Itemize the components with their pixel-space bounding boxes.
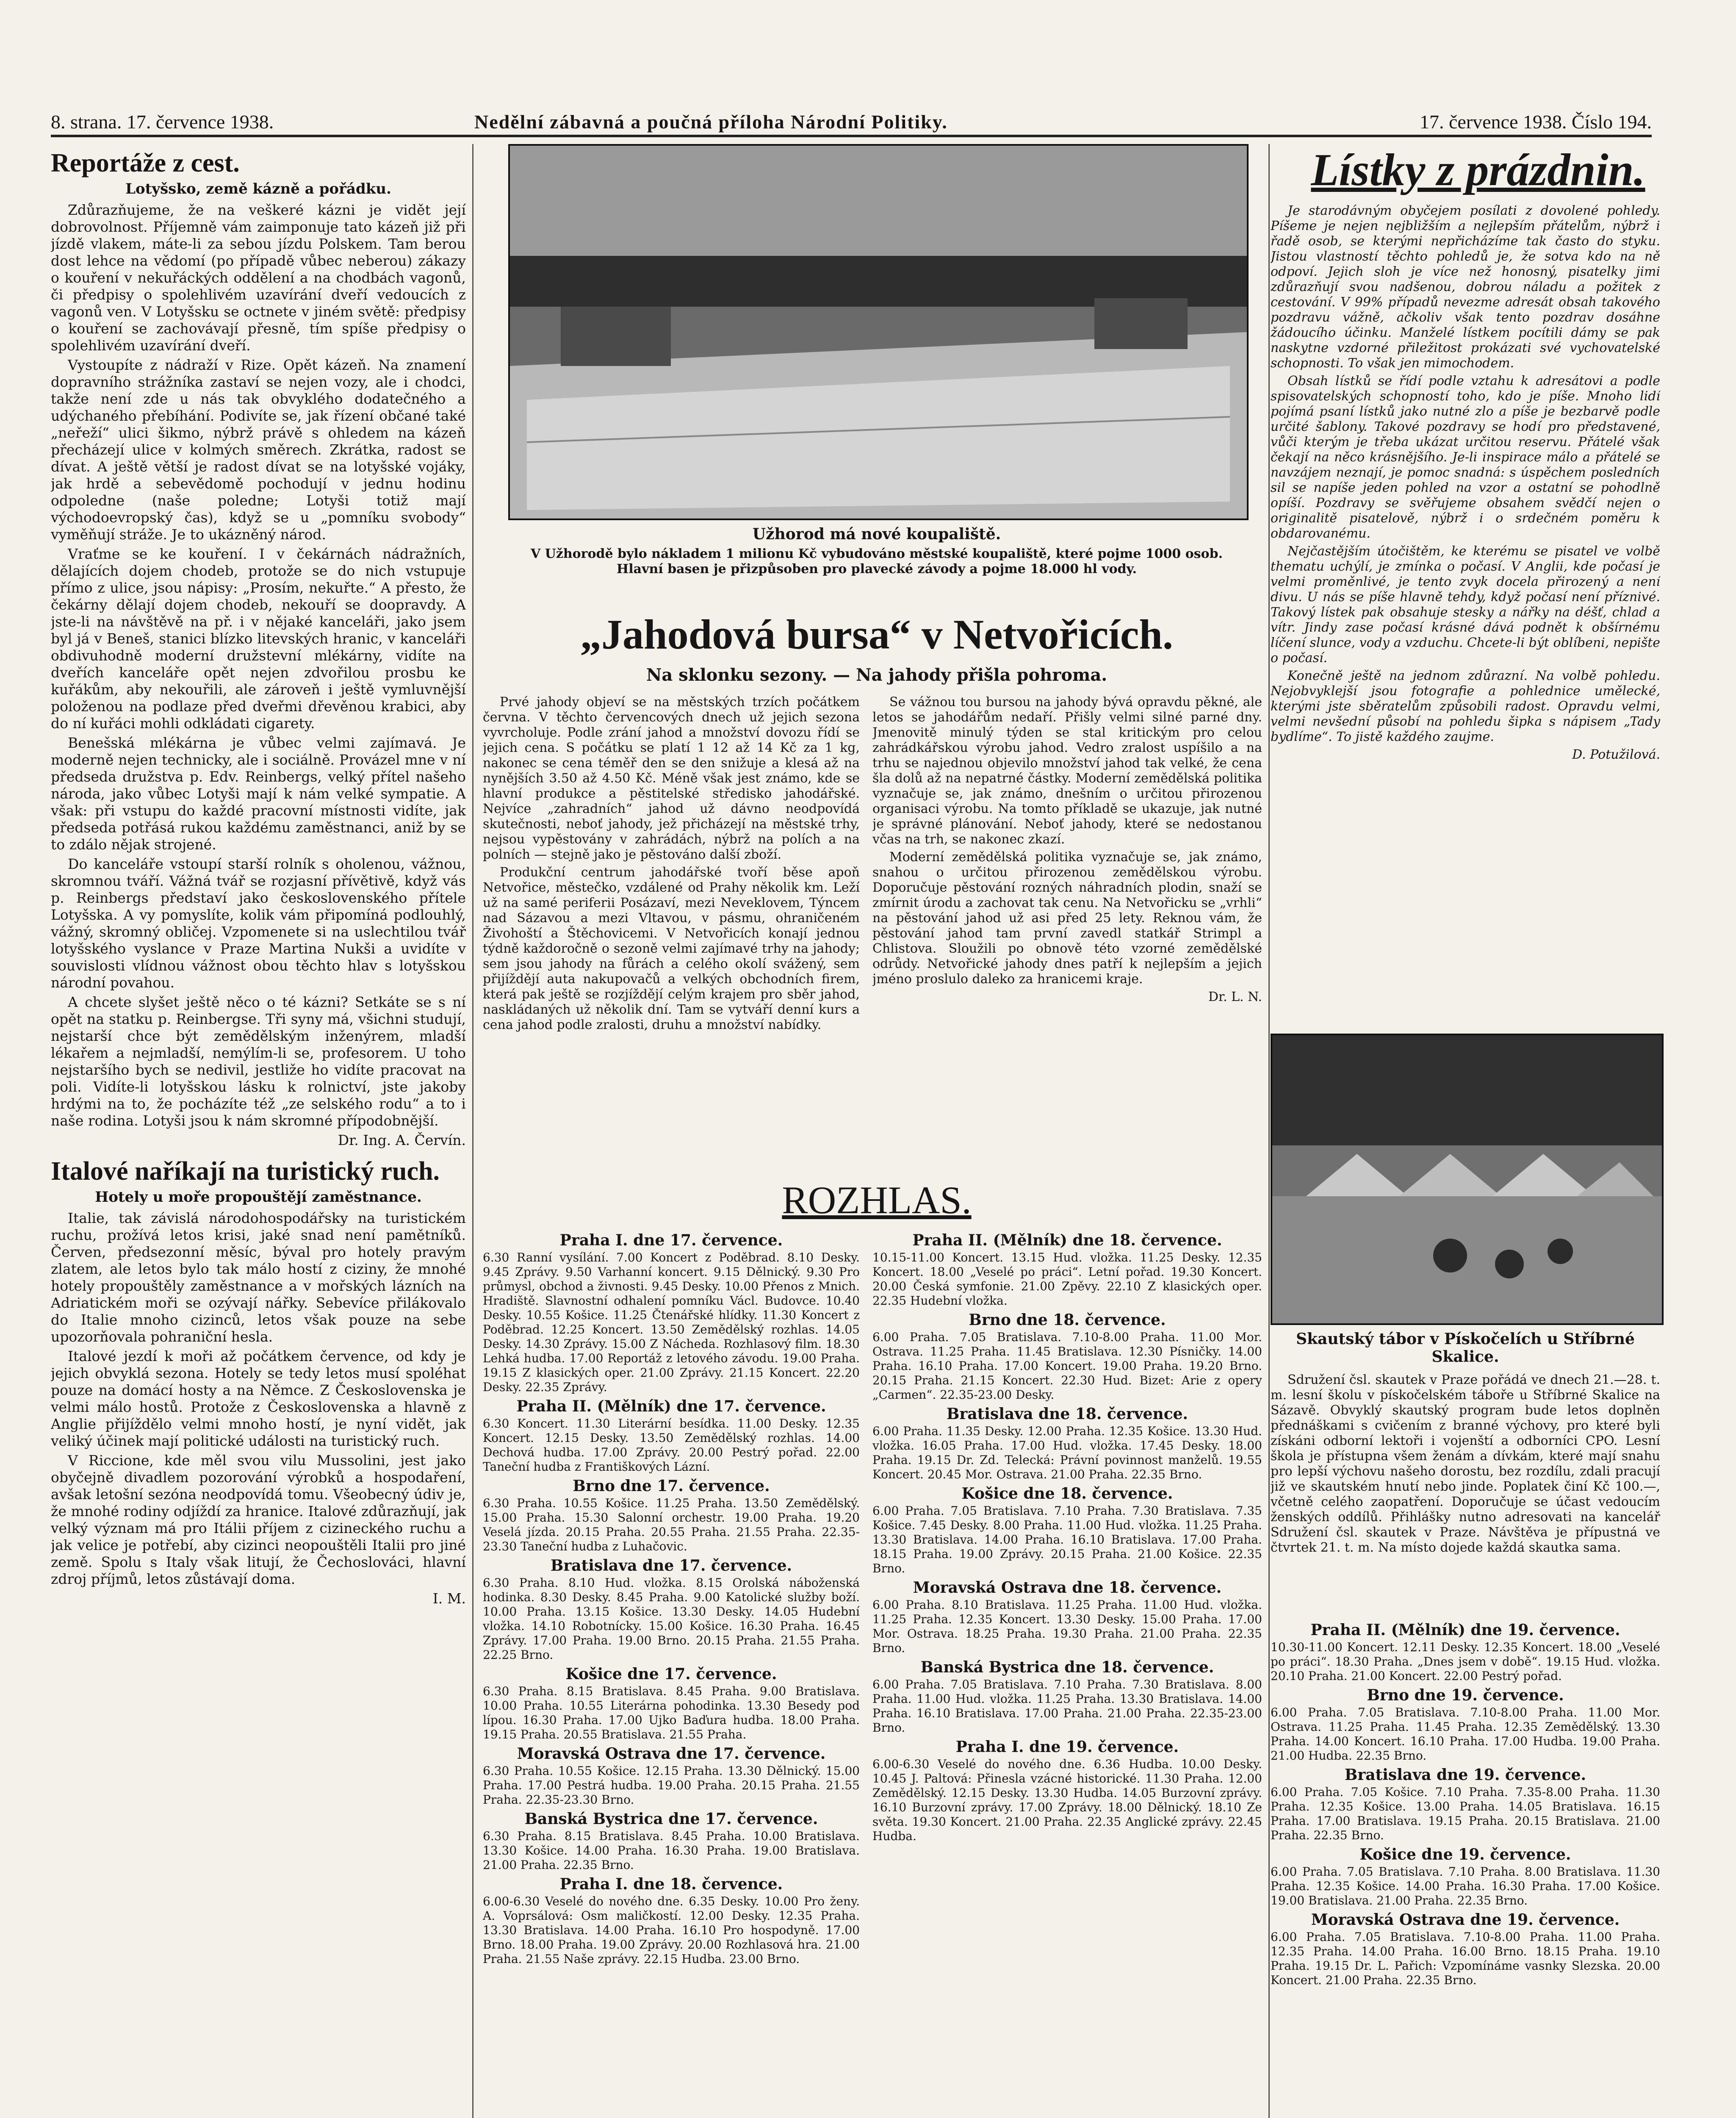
reportaze-paragraph: Zdůrazňujeme, že na veškeré kázni je vidět její dobrovolnost. Příjemně vám zaimponuje tato kázeň již při jízdě vlakem, máte-li za sebou jízdu Polskem. Tam berou dost lehce na vědomí (po případě vůbec neberou) zákazy o kouření v nekuřáckých oddělení a na chodbách vagonů, či předpisy o spolehlivém uzavírání dveří vedoucích z vagonů ven. V Lotyšsku se octnete v jiném světě: předpisy o kouření se zachovávají přesně, tím spíše předpisy o spolehlivém uzavírání dveří. [51, 202, 466, 354]
header-center: Nedělní zábavná a poučná příloha Národní Politiky. [474, 111, 948, 133]
reportaze-title: Reportáže z cest. [51, 149, 240, 177]
station-program: 6.00 Praha. 7.05 Bratislava. 7.10 Praha. 8.00 Bratislava. 11.30 Praha. 12.35 Košice. 14.00 Praha. 16.30 Praha. 17.00 Košice. 19.00 Bratislava. 21.00 Praha. 22.35 Brno. [1271, 1865, 1660, 1907]
koupaliste-caption: V Užhorodě bylo nákladem 1 milionu Kč vybudováno městské koupaliště, které pojme 1000 osob. Hlavní basen je přizpůsoben pro plavecké závody a pojme 18.000 hl vody. [530, 546, 1223, 577]
reportaze-subtitle: Lotyšsko, země kázně a pořádku. [125, 180, 391, 197]
station-name: Praha II. (Mělník) dne 17. července. [516, 1397, 826, 1415]
camp-illustration [1272, 1035, 1662, 1323]
station-program: 6.30 Praha. 8.15 Bratislava. 8.45 Praha. 10.00 Bratislava. 13.30 Košice. 14.00 Praha. 16.30 Praha. 19.00 Bratislava. 21.00 Praha. 22.35 Brno. [483, 1829, 860, 1872]
station-program: 6.30 Ranní vysílání. 7.00 Koncert z Poděbrad. 8.10 Desky. 9.45 Zprávy. 9.50 Varhanní koncert. 9.15 Dělnický. 9.30 Pro průmysl, obchod a živnosti. 9.45 Desky. 10.00 Přenos z Mnich. Hradiště. Slavnostní odhalení pomníku Václ. Budovce. 10.40 Desky. 10.55 Košice. 11.25 Čtenářské hlídky. 11.30 Koncert z Poděbrad. 12.25 Koncert. 13.50 Zemědělský rozhlas. 14.05 Desky. 14.30 Zprávy. 15.00 Z Nácheda. Rozhlasový film. 18.30 Lehká hudba. 17.00 Reportáž z letového závodu. 19.00 Praha. 19.15 Z klasických oper. 21.00 Zprávy. 21.15 Koncert. 22.20 Desky. 22.35 Zprávy. [483, 1250, 860, 1394]
jahodova-paragraph: Produkční centrum jahodářské tvoří běse apoň Netvořice, městečko, vzdálené od Prahy několik km. Leží už na samé periferii Posázaví, mezi Neveklovem, Týncem nad Sázavou a mezi Vltavou, v pásmu, ohraničeném Živohoští a Štěchovicemi. V Netvořicích konají jednou týdně každoročně o sezoně velmi zajímavé trhy na jahody; sem jsou jahody na fůrách a celého okolí svážený, sem přijíždějí auta nakupovačů a velkých obchodních firem, která pak ještě se rozjíždějí celým krajem pro sběr jahod, naskládaných už několik dní. Tam se vytváří denní kurs a cena jahod podle zralosti, druhu a množství nabídky. [483, 865, 860, 1032]
station-name: Košice dne 19. července. [1359, 1846, 1571, 1863]
left-column [51, 144, 466, 2118]
jahodova-paragraph: Moderní zemědělská politika vyznačuje se, jak známo, snahou o určitou přirozenou zemědělskou výrobu. Doporučuje pěstování rozných náhradních plodin, snaží se zmírnit úrodu a zachovat tak cenu. Na Netvořicku se „vrhli“ na pěstování jahod už asi před 25 lety. Reknou vám, že pěstování jahod tam první zavedl statkář Strimpl a Chlistova. Sloužili po obnově této vzorné zemědělské odrůdy. Netvořické jahody dnes patří k nejlepším a jejich jméno proslulo daleko za hranicemi kraje. [872, 850, 1262, 987]
reportaze-signature: Dr. Ing. A. Červín. [338, 1132, 466, 1148]
column-divider [1268, 144, 1270, 2118]
station-name: Brno dne 17. července. [573, 1477, 770, 1495]
jahodova-paragraph: Se vážnou tou bursou na jahody bývá opravdu pěkné, ale letos se jahodářům nedaří. Přišly velmi silné parné dny. Jmenovitě minulý týden se stal kritickým pro celou zahrádkářskou výrobu jahod. Vedro zralost uspíšilo a na trhu se najednou objevilo množství jahod tak velké, že cena šla dolů až na nepatrné částky. Moderní zemědělská politika vyznačuje se, jak známo, dnešním o určitou přirozenou organisaci výrobu. Na tomto příkladě se ukazuje, jak nutné je správné plánování. Neboť jahody, které se nedostanou včas na trh, se nakonec zkazí. [872, 695, 1262, 847]
italove-paragraph: V Riccione, kde měl svou vilu Mussolini, jest jako obyčejně divadlem pozorování výrobků a hospodaření, avšak letošní sezóna neodpovídá tomu. Všeobecný údiv je, že mnohé rodiny odjíždí za hranice. Italové zdůrazňují, jak velký význam má pro Itálii příjem z cizineckého ruchu a jak velice je potřebí, aby cizinci neopouštěli Italii pro jiné země. Spolu s Italy však litují, že Čechoslováci, hlavní zdroj příjmů, letos zůstávají doma. [51, 1452, 466, 1587]
listky-title: Lístky z prázdnin. [1311, 145, 1645, 195]
station-name: Košice dne 18. července. [961, 1485, 1173, 1503]
jahodova-paragraph: Prvé jahody objeví se na městských trzích počátkem června. V těchto červencových dnech už jejich sezona vyvrcholuje. Podle zrání jahod a množství dovozu řídí se jejich cena. S počátku se platí 1 12 až 14 Kč za 1 kg, nakonec se cena téměř den se den snižuje a klesá až na nynějších 3.50 až 4.50 Kč. Méně však jest známo, kde se hlavní produkce a pěstitelské středisko jahodářské. Nejvíce „zahradních“ jahod už dávno neodpovídá skutečnosti, neboť jahody, jež přicházejí na městské trhy, nejsou vypěstovány v zahrádách, nýbrž na polích a na polních — stejně jako je pěstováno další zboží. [483, 695, 860, 862]
italove-signature: I. M. [432, 1590, 466, 1607]
scout-text [1271, 1372, 1660, 1610]
station-name: Brno dne 19. července. [1367, 1686, 1564, 1704]
station-name: Moravská Ostrava dne 19. července. [1311, 1911, 1620, 1929]
station-program: 6.00 Praha. 7.05 Bratislava. 7.10-8.00 Praha. 11.00 Mor. Ostrava. 11.25 Praha. 11.45 Bratislava. 12.30 Písničky. 14.00 Praha. 16.10 Praha. 17.00 Koncert. 19.00 Praha. 19.20 Brno. 20.15 Praha. 21.15 Koncert. 22.30 Hud. Bizet: Arie z opery „Carmen“. 22.35-23.00 Desky. [872, 1330, 1262, 1402]
station-name: Praha I. dne 18. července. [559, 1875, 783, 1893]
station-program: 6.00 Praha. 7.05 Bratislava. 7.10 Praha. 7.30 Bratislava. 8.00 Praha. 11.00 Hud. vložka. 11.25 Praha. 13.30 Bratislava. 14.00 Praha. 16.10 Bratislava. 17.00 Praha. 21.00 Praha. 22.35-23.00 Brno. [872, 1677, 1262, 1735]
station-name: Banská Bystrica dne 17. července. [524, 1810, 818, 1828]
italove-paragraph: Italie, tak závislá národohospodářsky na turistickém ruchu, prožívá letos krisi, jaké snad není pamětníků. Červen, předsezonní měsíc, býval pro hotely pravým zlatem, ale letos bylo tak málo hostí z ciziny, že mnohé hotely propouštěly zaměstnance a v mořských lázních na Adriatickém moři se ozývají nářky. Sebevíce přilákovalo do Italie mnoho cizinců, letos však pouze na sebe upozorňovala pohraniční hesla. [51, 1210, 466, 1345]
scout-paragraph: Sdružení čsl. skautek v Praze pořádá ve dnech 21.—28. t. m. lesní školu v pískočelském táboře u Stříbrné Skalice na Sázavě. Obvyklý skautský program bude letos doplněn přednáškami s cvičením z branné výchovy, pro které byli získáni odborní lektoři i vojenští a odborníci CPO. Lesní škola je přístupna všem ženám a dívkám, které mají snahu pro lepší výchovu našeho dorostu, bez rozdílu, zdali pracují již ve skautském hnutí nebo jinde. Poplatek činí Kč 100.—, včetně celého zaopatření. Doporučuje se účast vedoucím ženských oddílů. Přihlášky nutno adresovati na kancelář Sdružení čsl. skautek v Praze. Návštěva je přípustná ve čtvrtek 21. t. m. Na místo dojede každá skautka sama. [1271, 1372, 1660, 1555]
italove-title: Italové naříkají na turistický ruch. [51, 1157, 440, 1186]
station-program: 10.30-11.00 Koncert. 12.11 Desky. 12.35 Koncert. 18.00 „Veselé po práci“. 18.30 Praha. „Dnes jsem v době“. 19.15 Hud. vložka. 20.10 Praha. 21.00 Koncert. 22.00 Pestrý pořad. [1271, 1640, 1660, 1683]
koupaliste-photo [508, 144, 1249, 520]
station-name: Bratislava dne 19. července. [1344, 1766, 1586, 1784]
reportaze-paragraph: A chcete slyšet ještě něco o té kázni? Setkáte se s ní opět na statku p. Reinbergse. Tři syny má, všichni studují, nejstarší chce být zemědělským inženýrem, mladší lékařem a nejmladší, nemýlím-li se, profesorem. U toho nejstaršího bych se nedivil, jestliže ho vidíte pracovat na poli. Vidíte-li lotyšskou lásku k rolnictví, jste jakoby hrdými na to, že pocházíte též „ze selského rodu“ a to i naše rodina. Lotyši jsou k nám skromné přípodobnější. [51, 994, 466, 1129]
jahodova-column-1 [483, 695, 860, 1169]
jahodova-title: „Jahodová bursa“ v Netvořicích. [580, 611, 1173, 658]
reportaze-paragraph: Do kanceláře vstoupí starší rolník s oholenou, vážnou, skromnou tváří. Vážná tvář se rozjasní přívětivě, když vás p. Reinbergs představí jako československého přítele Lotyšska. A vy pomyslíte, kolik vám připomíná podlouhlý, vážný, skromný obličej. Vzpomenete si na uslechtilou tvář lotyšského vyslance v Praze Martina Nukši a uvidíte v souvislosti vlídnou vážnost obou těchto hlav s lotyšskou národní povahou. [51, 856, 466, 991]
station-program: 6.00 Praha. 11.35 Desky. 12.00 Praha. 12.35 Košice. 13.30 Hud. vložka. 16.05 Praha. 17.00 Hud. vložka. 17.45 Desky. 18.00 Praha. 19.15 Dr. Zd. Telecká: Právní povinnost manželů. 19.55 Koncert. 20.45 Mor. Ostrava. 21.00 Praha. 22.35 Brno. [872, 1424, 1262, 1481]
station-program: 6.00 Praha. 8.10 Bratislava. 11.25 Praha. 11.00 Hud. vložka. 11.25 Praha. 12.35 Koncert. 13.30 Desky. 15.00 Praha. 17.00 Mor. Ostrava. 18.25 Praha. 19.30 Praha. 21.00 Praha. 22.35 Brno. [872, 1598, 1262, 1655]
header-right: 17. července 1938. Číslo 194. [1419, 111, 1652, 133]
station-name: Banská Bystrica dne 18. července. [920, 1658, 1214, 1676]
rozhlas-title: ROZHLAS. [782, 1178, 972, 1222]
station-program: 6.00-6.30 Veselé do nového dne. 6.35 Desky. 10.00 Pro ženy. A. Voprsálová: Osm maličkostí. 12.00 Desky. 12.35 Praha. 13.30 Bratislava. 14.00 Praha. 16.10 Pro hospodyně. 17.00 Brno. 18.00 Praha. 19.00 Zprávy. 20.00 Rozhlasová hra. 21.00 Praha. 21.55 Naše zprávy. 22.15 Hudba. 23.00 Brno. [483, 1894, 860, 1966]
page-header [51, 109, 1652, 137]
station-program: 6.00 Praha. 7.05 Košice. 7.10 Praha. 7.35-8.00 Praha. 11.30 Praha. 12.35 Košice. 13.00 Praha. 14.05 Bratislava. 16.15 Praha. 17.00 Bratislava. 19.15 Praha. 20.15 Bratislava. 21.00 Praha. 22.35 Brno. [1271, 1785, 1660, 1842]
scout-title: Skautský tábor v Pískočelích u Stříbrné Skalice. [1296, 1330, 1635, 1366]
reportaze-paragraph: Vraťme se ke kouření. I v čekárnách nádražních, dělajících dojem chodeb, protože se do nich vstupuje přímo z ulice, jsou nápisy: „Prosím, nekuřte.“ A přesto, že čekárny dělají dojem chodeb, nekouří se doopravdy. A jste-li na návštěvě na př. i v nějaké kanceláři, jako jsem byl já v Beneš, stanici blízko litevských hranic, v kanceláři obdivuhodně moderní družstevní mlékárny, vidíte na dveřích kanceláře opět nejen zdvořilou prosbu ke kuřákům, aby nekouřili, ale zároveň i ještě vymluvnější položenou na podlaze před dveřmi dřevěnou krabici, aby do ní kuřáci mohli odkládati cigarety. [51, 546, 466, 732]
listky-signature: D. Potužilová. [1572, 747, 1660, 762]
station-name: Bratislava dne 18. července. [946, 1405, 1188, 1423]
station-program: 6.00 Praha. 7.05 Bratislava. 7.10-8.00 Praha. 11.00 Praha. 12.35 Praha. 14.00 Praha. 16.00 Brno. 18.15 Praha. 19.10 Praha. 19.15 Dr. L. Pařich: Vzpomínáme vasnky Slezska. 20.00 Koncert. 21.00 Praha. 22.35 Brno. [1271, 1930, 1660, 1987]
rozhlas-column-1 [483, 1228, 860, 2118]
station-name: Košice dne 17. července. [565, 1665, 777, 1683]
station-name: Moravská Ostrava dne 17. července. [517, 1745, 826, 1763]
jahodova-signature: Dr. L. N. [1208, 990, 1262, 1004]
italove-paragraph: Italové jezdí k moři až počátkem července, od kdy je jejich obvyklá sezona. Hotely se tedy letos musí spoléhat pouze na domácí hosty a na Němce. Z Československa je velmi málo hostů. Protože z Československa a hlavně z Anglie přijíždělo velmi mnoho hostí, je nyní vidět, jak veliký účinek mají politické události na turistický ruch. [51, 1348, 466, 1449]
skautsky-tabor-photo [1271, 1034, 1664, 1325]
listky-paragraph: Nejčastějším útočištěm, ke kterému se pisatel ve volbě thematu uchýlí, je zmínka o počasí. V Anglii, kde počasí je velmi proměnlivé, je tento zvyk docela přirozený a není divu. U nás se píše hlavně tehdy, když počasí není příznivé. Takový lístek pak obsahuje stesky a nářky na déšť, chlad a vítr. Jindy zase počasí krásné dává podnět k obšírnému líčení slunce, vody a vzduchu. Chcete-li být oblíbeni, nepište o počasí. [1271, 544, 1660, 665]
listky-paragraph: Konečně ještě na jednom zdůrazní. Na volbě pohledu. Nejobvyklejší jsou fotografie a pohlednice umělecké, kterými jste sběratelům způsobili radost. Opravdu velmi, velmi nevšední působí na pohledu šipka s nápisem „Tady bydlíme“. To jistě každého zaujme. [1271, 668, 1660, 744]
reportaze-paragraph: Vystoupíte z nádraží v Rize. Opět kázeň. Na znamení dopravního strážníka zastaví se nejen vozy, ale i chodci, takže není zde u nás tak obvyklého dodatečného a udýchaného přebíhání. Podivíte se, jak řízení občané také „neřeží“ ulici šikmo, nýbrž právě s ohledem na kázeň přecházejí ulice v kolmých směrech. Zkrátka, radost se dívat. A ještě větší je radost dívat se na lotyšské vojáky, jak hrdě a sebevědomě pochodují v jednu hodinu odpoledne (naše poledne; Lotyši totiž mají východoevropský čas), když se u „pomníku svobody“ vyměňují stráže. Je to ukázněný národ. [51, 357, 466, 543]
station-name: Brno dne 18. července. [969, 1311, 1166, 1329]
station-program: 6.30 Praha. 10.55 Košice. 11.25 Praha. 13.50 Zemědělský. 15.00 Praha. 15.30 Salonní orchestr. 19.00 Praha. 19.20 Veselá jízda. 20.15 Praha. 20.55 Praha. 21.55 Praha. 22.35-23.30 Taneční hudba z Luhačovic. [483, 1496, 860, 1553]
station-name: Praha II. (Mělník) dne 18. července. [912, 1231, 1222, 1249]
station-name: Praha I. dne 19. července. [955, 1738, 1179, 1756]
station-program: 6.30 Koncert. 11.30 Literární besídka. 11.00 Desky. 12.35 Koncert. 12.15 Desky. 13.50 Zemědělský rozhlas. 14.00 Dechová hudba. 17.00 Zprávy. 20.00 Pestrý pořad. 22.00 Taneční hudba z Františkových Lázní. [483, 1417, 860, 1474]
station-program: 10.15-11.00 Koncert. 13.15 Hud. vložka. 11.25 Desky. 12.35 Koncert. 18.00 „Veselé po práci“. Letní pořad. 19.30 Koncert. 20.00 Česká symfonie. 21.00 Zpěvy. 22.10 Z klasických oper. 22.35 Hudební vložka. [872, 1250, 1262, 1308]
station-program: 6.30 Praha. 10.55 Košice. 12.15 Praha. 13.30 Dělnický. 15.00 Praha. 17.00 Pestrá hudba. 19.00 Praha. 20.15 Praha. 21.55 Praha. 22.35-23.30 Brno. [483, 1764, 860, 1807]
station-name: Praha I. dne 17. července. [559, 1231, 783, 1249]
station-program: 6.00 Praha. 7.05 Bratislava. 7.10-8.00 Praha. 11.00 Mor. Ostrava. 11.25 Praha. 11.45 Praha. 12.35 Zemědělský. 13.30 Praha. 14.00 Koncert. 16.10 Praha. 17.00 Hudba. 19.00 Praha. 21.00 Hudba. 22.35 Brno. [1271, 1705, 1660, 1763]
listky-paragraph: Je starodávným obyčejem posílati z dovolené pohledy. Píšeme je nejen nejbližším a nejlepším přátelům, nýbrž i řadě osob, se kterými nepřicházíme tak často do styku. Jistou vlastností těchto pohledů je, že sotva kdo na ně odpoví. Jejich sloh je více než honosný, pisatelky jimi zdůrazňují svou nadšenou, dobrou náladu a požitek z cestování. V 99% případů nevezme adresát obsah takového pozdravu vážně, ačkoliv však tento pozdrav dosáhne žádoucího účinku. Manželé lístkem pocítili dámy se pak naskytne vzdorné přiležitost prokázati své vychovatelské schopnosti. To však jen mimochodem. [1271, 203, 1660, 371]
header-left: 8. strana. 17. července 1938. [51, 111, 274, 133]
station-program: 6.30 Praha. 8.10 Hud. vložka. 8.15 Orolská náboženská hodinka. 8.30 Desky. 8.45 Praha. 9.00 Katolické služby boží. 10.00 Praha. 13.15 Košice. 13.30 Desky. 14.05 Hudební vložka. 14.10 Robotnícky. 15.00 Košice. 16.30 Praha. 16.45 Zprávy. 17.00 Praha. 19.00 Brno. 20.15 Praha. 21.55 Praha. 22.25 Brno. [483, 1576, 860, 1662]
station-program: 6.30 Praha. 8.15 Bratislava. 8.45 Praha. 9.00 Bratislava. 10.00 Praha. 10.55 Literárna pohodinka. 13.30 Besedy pod lípou. 16.30 Praha. 17.00 Ujko Baďura hudba. 18.00 Praha. 19.15 Praha. 20.55 Bratislava. 21.55 Praha. [483, 1684, 860, 1741]
reportaze-paragraph: Benešská mlékárna je vůbec velmi zajímavá. Je moderně nejen technicky, ale i sociálně. Provázel mne v ní předseda družstva p. Edv. Reinbergs, velký přítel našeho národa, jako vůbec Lotyši mají k nám velké sympatie. A však: při vstupu do každé pracovní místnosti vidíte, jak předseda potřásá rukou každému zaměstnanci, aniž by se to zdálo nějak strojené. [51, 735, 466, 853]
rozhlas-column-2 [872, 1228, 1262, 2118]
station-name: Moravská Ostrava dne 18. července. [913, 1579, 1222, 1597]
station-name: Bratislava dne 17. července. [550, 1557, 792, 1575]
pool-illustration [510, 146, 1247, 518]
station-program: 6.00 Praha. 7.05 Bratislava. 7.10 Praha. 7.30 Bratislava. 7.35 Košice. 7.45 Desky. 8.00 Praha. 11.00 Hud. vložka. 11.25 Praha. 13.30 Bratislava. 14.00 Praha. 16.10 Bratislava. 17.00 Praha. 18.15 Praha. 19.00 Zprávy. 20.15 Praha. 21.00 Košice. 22.35 Brno. [872, 1504, 1262, 1575]
jahodova-subtitle: Na sklonku sezony. — Na jahody přišla pohroma. [646, 665, 1107, 685]
column-divider [472, 144, 473, 2118]
italove-subtitle: Hotely u moře propouštějí zaměstnance. [95, 1189, 422, 1206]
station-program: 6.00-6.30 Veselé do nového dne. 6.36 Hudba. 10.00 Desky. 10.45 J. Paltová: Přinesla vzácné historické. 11.30 Praha. 12.00 Zemědělský. 12.15 Desky. 13.30 Hudba. 14.05 Burzovní zprávy. 16.10 Burzovní zprávy. 17.00 Zprávy. 18.00 Dělnický. 18.10 Ze světa. 19.30 Koncert. 21.00 Praha. 22.35 Anglické zprávy. 22.45 Hudba. [872, 1757, 1262, 1843]
rozhlas-column-3 [1271, 1618, 1660, 2118]
listky-paragraph: Obsah lístků se řídí podle vztahu k adresátovi a podle spisovatelských schopností toho, kdo je píše. Mnoho lidí pojímá psaní lístků jako nutné zlo a píše je bezbarvě podle určité šablony. Takové pozdravy se hodí pro představené, vůči kterým je třeba ukázat určitou reservu. Přátelé však čekají na něco krásnějšího. Je-li inspirace málo a přátelé se navzájem neznají, je pomoc snadná: s úspěchem posledních sil se napíše jeden pohled na vzor a ostatní se pohodlně opíší. Pozdravy se svěřujeme obsahem svědčí nejen o originalitě pisatelově, nýbrž i o srdečném poměru k obdarovanému. [1271, 374, 1660, 541]
jahodova-column-2 [872, 695, 1262, 1169]
listky-text [1271, 203, 1660, 923]
koupaliste-title: Užhorod má nové koupaliště. [752, 525, 1001, 543]
station-name: Praha II. (Mělník) dne 19. července. [1310, 1621, 1620, 1639]
